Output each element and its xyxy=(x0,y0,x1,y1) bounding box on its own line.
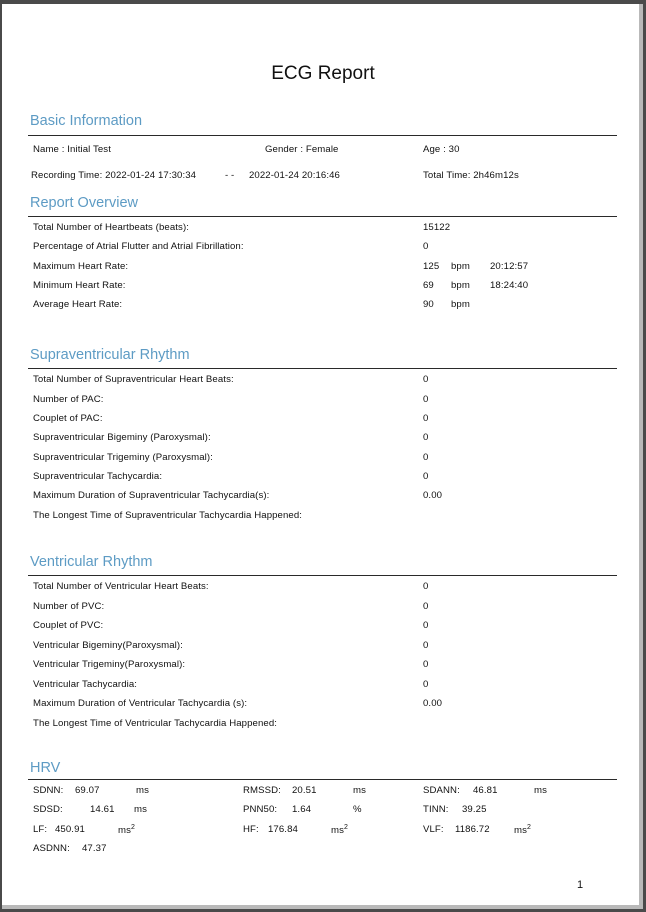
overview-value: 69 xyxy=(423,280,434,291)
supra-label: Supraventricular Bigeminy (Paroxysmal): xyxy=(33,432,211,443)
ventri-label: Couplet of PVC: xyxy=(33,620,104,631)
section-divider xyxy=(28,779,617,780)
overview-label: Maximum Heart Rate: xyxy=(33,261,129,272)
ventri-value: 0 xyxy=(423,659,429,670)
patient-gender: Gender : Female xyxy=(265,144,339,155)
overview-value: 90 xyxy=(423,299,434,310)
recording-time-start: Recording Time: 2022-01-24 17:30:34 xyxy=(31,170,197,181)
hrv-pnn50-value: 1.64 xyxy=(292,804,312,815)
ventri-value: 0 xyxy=(423,679,429,690)
hrv-sdnn-label: SDNN: xyxy=(33,785,64,796)
overview-label: Minimum Heart Rate: xyxy=(33,280,126,291)
hrv-sdsd-label: SDSD: xyxy=(33,804,63,815)
report-title: ECG Report xyxy=(271,63,375,84)
overview-label: Percentage of Atrial Flutter and Atrial Fibrillation: xyxy=(33,241,244,252)
hrv-sdsd-unit: ms xyxy=(134,804,147,815)
hrv-sdnn-unit: ms xyxy=(136,785,149,796)
hrv-vlf-unit: $ms^2$ xyxy=(514,824,531,837)
overview-label: Total Number of Heartbeats (beats): xyxy=(33,222,190,233)
section-hrv: HRV xyxy=(30,760,61,776)
supra-value: 0 xyxy=(423,471,429,482)
ventri-label: Ventricular Trigeminy(Paroxysmal): xyxy=(33,659,186,670)
overview-label: Average Heart Rate: xyxy=(33,299,123,310)
hrv-asdnn-value: 47.37 xyxy=(82,843,107,854)
hrv-rmssd-label: RMSSD: xyxy=(243,785,281,796)
hrv-hf-value: 176.84 xyxy=(268,824,298,835)
supra-label: Supraventricular Trigeminy (Paroxysmal): xyxy=(33,452,213,463)
hrv-lf-value: 450.91 xyxy=(55,824,85,835)
section-divider xyxy=(28,216,617,217)
hrv-tinn-value: 39.25 xyxy=(462,804,487,815)
section-divider xyxy=(28,575,617,576)
section-supraventricular-rhythm: Supraventricular Rhythm xyxy=(30,347,190,363)
ventri-label: Ventricular Bigeminy(Paroxysmal): xyxy=(33,640,183,651)
hrv-sdann-value: 46.81 xyxy=(473,785,498,796)
hrv-pnn50-unit: % xyxy=(353,804,362,815)
hrv-sdsd-value: 14.61 xyxy=(90,804,115,815)
overview-unit: bpm xyxy=(451,280,470,291)
supra-label: Couplet of PAC: xyxy=(33,413,103,424)
ventri-value: 0.00 xyxy=(423,698,443,709)
supra-value: 0 xyxy=(423,432,429,443)
hrv-lf-label: LF: xyxy=(33,824,48,835)
ventri-label: Maximum Duration of Ventricular Tachycardia (s): xyxy=(33,698,248,709)
total-time: Total Time: 2h46m12s xyxy=(423,170,519,181)
patient-age: Age : 30 xyxy=(423,144,460,155)
section-divider xyxy=(28,368,617,369)
overview-value: 0 xyxy=(423,241,429,252)
ventri-label: Number of PVC: xyxy=(33,601,105,612)
supra-label: Total Number of Supraventricular Heart Beats: xyxy=(33,374,234,385)
ventri-label: Total Number of Ventricular Heart Beats: xyxy=(33,581,209,592)
ventri-label: Ventricular Tachycardia: xyxy=(33,679,138,690)
hrv-vlf-value: 1186.72 xyxy=(455,824,490,835)
supra-label: Number of PAC: xyxy=(33,394,104,405)
recording-time-separator: - - xyxy=(225,170,235,181)
supra-value: 0 xyxy=(423,452,429,463)
ventri-value: 0 xyxy=(423,640,429,651)
supra-value: 0.00 xyxy=(423,490,443,501)
overview-time: 18:24:40 xyxy=(490,280,529,291)
overview-unit: bpm xyxy=(451,299,470,310)
section-divider xyxy=(28,135,617,136)
hrv-rmssd-unit: ms xyxy=(353,785,366,796)
supra-value: 0 xyxy=(423,394,429,405)
hrv-vlf-label: VLF: xyxy=(423,824,444,835)
supra-label: Maximum Duration of Supraventricular Tachycardia(s): xyxy=(33,490,270,501)
ventri-label: The Longest Time of Ventricular Tachycardia Happened: xyxy=(33,718,278,729)
hrv-pnn50-label: PNN50: xyxy=(243,804,278,815)
supra-value: 0 xyxy=(423,413,429,424)
recording-time-end: 2022-01-24 20:16:46 xyxy=(249,170,340,181)
supra-value: 0 xyxy=(423,374,429,385)
overview-unit: bpm xyxy=(451,261,470,272)
ventri-value: 0 xyxy=(423,620,429,631)
hrv-lf-unit: $ms^2$ xyxy=(118,824,135,837)
hrv-rmssd-value: 20.51 xyxy=(292,785,317,796)
hrv-hf-unit: $ms^2$ xyxy=(331,824,348,837)
overview-time: 20:12:57 xyxy=(490,261,529,272)
overview-value: 15122 xyxy=(423,222,451,233)
hrv-sdnn-value: 69.07 xyxy=(75,785,100,796)
patient-name: Name : Initial Test xyxy=(33,144,111,155)
hrv-tinn-label: TINN: xyxy=(423,804,449,815)
hrv-asdnn-label: ASDNN: xyxy=(33,843,70,854)
section-ventricular-rhythm: Ventricular Rhythm xyxy=(30,554,153,570)
supra-label: The Longest Time of Supraventricular Tachycardia Happened: xyxy=(33,510,303,521)
hrv-hf-label: HF: xyxy=(243,824,259,835)
section-report-overview: Report Overview xyxy=(30,195,138,211)
ventri-value: 0 xyxy=(423,601,429,612)
overview-value: 125 xyxy=(423,261,440,272)
hrv-sdann-label: SDANN: xyxy=(423,785,460,796)
supra-label: Supraventricular Tachycardia: xyxy=(33,471,163,482)
section-basic-information: Basic Information xyxy=(30,113,143,129)
page-number: 1 xyxy=(577,879,584,891)
ventri-value: 0 xyxy=(423,581,429,592)
hrv-sdann-unit: ms xyxy=(534,785,547,796)
